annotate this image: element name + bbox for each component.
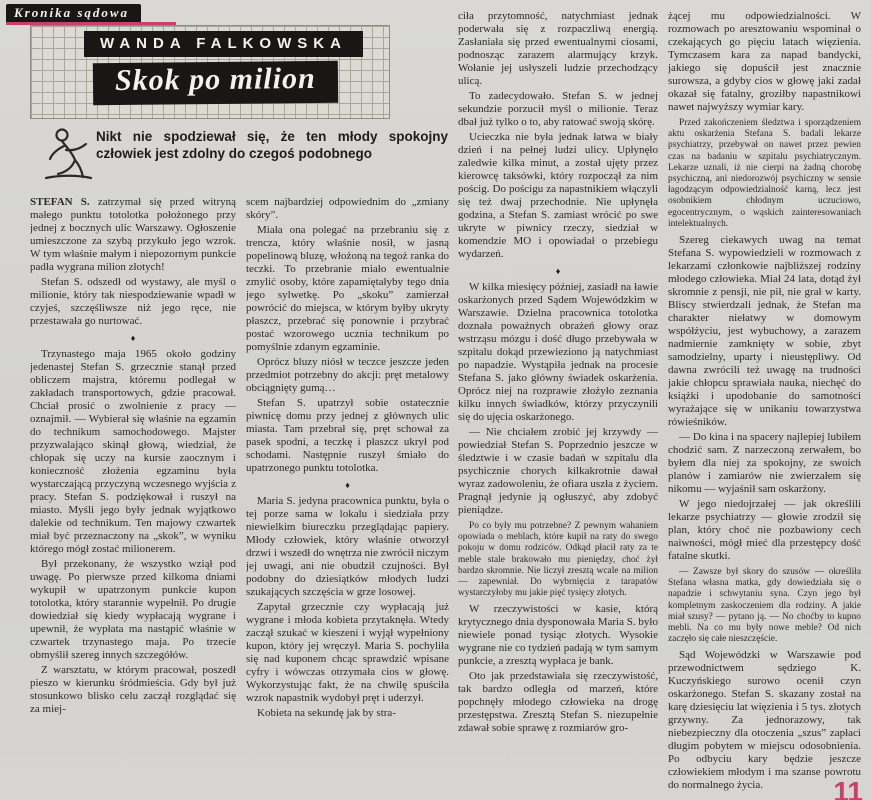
paragraph: scem najbardziej odpowiednim do „zmiany skóry”. — [246, 196, 449, 221]
paragraph: Zapytał grzecznie czy wypłacają już wygrane i młoda kobieta przytaknęła. Wtedy zaczął szukać w kieszeni i wyjął wypełniony kupon, który jej wręczył. Maria S. pochyliła się nad kuponem chcąc sprawdzić wpisane cyfry i wówczas otrzymała cios w głowę. Wykorzystując fakt, że na chwilę spuściła wzrok napastnik wydobył pręt i uderzył. — [246, 601, 449, 704]
article-column-2 — [246, 196, 449, 796]
paragraph: żącej mu odpowiedzialności. W rozmowach po aresztowaniu wspominał o czekających go pięciu latach więzienia. Tymczasem kara za napad bandycki, jakiego się dopuścił jest znacznie surowsza, a gdyby cios w głowę jaki zadał okazał się fatalny, groziłby napastnikowi nawet najwyższy wymiar kary. — [668, 10, 861, 113]
rubric-label — [6, 4, 141, 24]
paragraph: Z warsztatu, w którym pracował, poszedł pieszo w kierunku śródmieścia. Gdy był już stosunkowo blisko celu zaczął rozglądać się za miej- — [30, 664, 236, 715]
paragraph: ciła przytomność, natychmiast jednak poderwała się z rozpaczliwą energią. Zasłaniała się przed ewentualnymi ciosami, podnosząc zarazem alarmujący krzyk. Wołanie jej usłyszeli ludzie przechodzący ulicą. — [458, 10, 658, 87]
paragraph: — Nie chciałem zrobić jej krzywdy — powiedział Stefan S. Poprzednio jeszcze w śledztwie i w czasie badań w szpitalu dla psychicznie chorych kilkakrotnie dawał wyraz zadowoleniu, że ofiara uszła z życiem. Pragnął jedynie ją ogłuszyć, aby zdobyć pieniądze. — [458, 426, 658, 516]
paragraph: Trzynastego maja 1965 około godziny jedenastej Stefan S. grzecznie stanął przed obliczem majstra, któremu podlegał w zakładach transportowych, gdzie pracował. Chciał prosić o zwolnienie z pracy — oznajmił. — Wybierał się właśnie na egzamin do technikum samochodowego. Majster przyzwalająco skinął głową, wiedział, że chłopak się uczy na kursie zaocznym i konieczność złożenia egzaminu była wystarczającą przyczyną wczesnego wyjścia z pracy. Stefan S. podziękował i ruszył na miasto. Myśli jego były jednak wyjątkowo dalekie od technikum. Ten majowy czwartek miał być przeznaczony na „skok”, w wyniku którego mógł zostać milionerem. — [30, 348, 236, 555]
article-title: Skok po milion — [93, 61, 338, 106]
paragraph: STEFAN S. zatrzymał się przed witryną małego punktu totolotka położonego przy jednej z bocznych ulic Warszawy. Ogłoszenie umieszczone za szybą przykuło jego wzrok. W tym właśnie małym i niepozornym punkcie padła wygrana milion złotych! — [30, 196, 236, 273]
paragraph: W rzeczywistości w kasie, którą krytycznego dnia dysponowała Maria S. było niewiele ponad tysiąc złotych. Wysokie wygrane nie co tydzień padają w tym samym punkcie, a zresztą wypłaca je bank. — [458, 603, 658, 668]
article-column-1 — [30, 196, 236, 796]
section-separator: ♦ — [130, 333, 136, 343]
paragraph: Miała ona polegać na przebraniu się z trencza, który właśnie nosił, w jasną popelinową bluzę, włożoną na tegoż ranka do teczki. To przebranie miało ewentualnie zmylić osoby, które zapamiętałyby tego dnia jego sylwetkę. Po „skoku” zamierzał powrócić do miejsca, w którym byłby ukryty płaszcz, przebrać się ponownie i przybrać postać wzorowego ucznia technikum po pomyślnie zdanym egzaminie. — [246, 224, 449, 353]
paragraph: Stefan S. upatrzył sobie ostatecznie piwnicę domu przy jednej z głównych ulic miasta. Tam przebrał się, pręt schował za pasek spodni, a teczkę i płaszcz ukrył pod schodami. Następnie ruszył śmiało do upatrzonego punktu totolotka. — [246, 397, 449, 474]
article-column-3 — [458, 10, 658, 796]
author-name: WANDA FALKOWSKA — [84, 31, 363, 57]
paragraph: Ucieczka nie była jednak łatwa w biały dzień i na pełnej ludzi ulicy. Upłynęło zaledwie kilka minut, a został ujęty przez kierowcę taksówki, który rozpoczął za nim pościg. Do pościgu za napastnikiem włączyli się też dwaj przechodnie. Nie upłynęła godzina, a Stefan S. zamiast wrócić po swe ukryte w piwnicy rzeczy, siedział w komendzie MO i opowiadał o przebiegu wydarzeń. — [458, 131, 658, 260]
paragraph: — Zawsze był skory do szusów — określiła Stefana własna matka, gdy dowiedziała się o napadzie i schwytaniu syna. Czyn jego był kompletnym zaskoczeniem dla rodziny. A jakie miał szusy? — pytano ją. — No choćby to kupno mebli. Na co mu były nowe meble? Od nich zaczęło się całe nieszczęście. — [668, 567, 861, 645]
page-number: 11 — [833, 776, 863, 800]
paragraph: Stefan S. odszedł od wystawy, ale myśl o milionie, który tak niespodziewanie wpadł w czyjeś, szczęśliwsze niż jego ręce, nie przestawała go nurtować. — [30, 276, 236, 327]
paragraph: Był przekonany, że wszystko wziął pod uwagę. Po pierwsze przed kilkoma dniami wykupił w upatrzonym punkcie kupon totolotka, który starannie wypełnił. Po drugie dowiedział się kiedy wypłacają wygrane i upewnił, że wypłata ma nastąpić właśnie w czwartek trzynastego maja. Po trzecie obmyślił szereg innych szczegółów. — [30, 558, 236, 661]
rubric-text: Kronika sądowa — [14, 5, 130, 20]
paragraph: — Do kina i na spacery najlepiej lubiłem chodzić sam. Z narzeczoną zerwałem, bo byłem dla niej za spokojny, ze swoich planów i zamiarów nie zwierzałem się nikomu — wyjaśnił sam oskarżony. — [668, 431, 861, 496]
section-separator: ♦ — [555, 266, 561, 276]
paragraph: W kilka miesięcy później, zasiadł na ławie oskarżonych przed Sądem Wojewódzkim w Warszawie. Dzielna pracownica totolotka doznała poważnych obrażeń głowy oraz wstrząsu mózgu i dość długo przebywała w szpitalu dokąd przewieziono ją natychmiast po napadzie. Wystąpiła jednak na procesie Stefana S. jako główny świadek oskarżenia. Oprócz niej na rozprawie złożyło zeznania kilku innych świadków, którzy przyczynili się do ujęcia oskarżonego. — [458, 281, 658, 423]
article-column-4 — [668, 10, 861, 796]
paragraph: To zadecydowało. Stefan S. w jednej sekundzie porzucił myśl o milionie. Teraz dbał już tylko o to, aby ratować swoją skórę. — [458, 90, 658, 128]
paragraph: W jego niedojrzałej — jak określili lekarze psychiatrzy — głowie zrodził się plan, który choć nie pozbawiony cech naiwności, mógł mieć dla przestępcy dość fatalne skutki. — [668, 498, 861, 563]
paragraph: Szereg ciekawych uwag na temat Stefana S. wypowiedzieli w rozmowach z lekarzami członkowie najbliższej rodziny młodego człowieka. Miał 24 lata, dotąd żył skromnie z pensji, nie pił, nie grał w karty. Bliscy stwierdzali jednak, że Stefan ma charakter niełatwy w domowym współżyciu, jest wybuchowy, a zarazem nadmiernie zamknięty w sobie, zbyt samodzielny, uparty i nieustępliwy. Od dawna zwrócili też uwagę na trudności jakie chłopcu sprawiała nauka, niechęć do książki i upodobanie do samotności wyrażające się w unikaniu towarzystwa rówieśników. — [668, 234, 861, 429]
paragraph: Przed zakończeniem śledztwa i sporządzeniem aktu oskarżenia Stefana S. badali lekarze psychiatrzy, przebywał on nawet przez pewien czas na badaniu w szpitalu psychiatrycznym. Lekarze uznali, iż nie cierpi na żadną chorobę psychiczną, ani niedorozwój psychiczny w sensie łagodzącym odpowiedzialność karną, lecz jest osobnikiem chłodnym uczuciowo, egocentrycznym, o wąskich zainteresowaniach intelektualnych. — [668, 118, 861, 229]
paragraph: Kobieta na sekundę jak by stra- — [257, 707, 396, 719]
paragraph: Po co były mu potrzebne? Z pewnym wahaniem opowiada o meblach, które kupił na raty do swego pokoju w domu rodziców. Odkąd płacił raty za te meble stale brakowało mu pieniędzy, choć żył bardzo skromnie. Nie liczył zresztą wcale na milion — zapewniał. Do wybrnięcia z tarapatów wystarczyłoby mu jakie pięć tysięcy złotych. — [458, 521, 658, 599]
section-separator: ♦ — [345, 480, 350, 490]
paragraph: Oto jak przedstawiała się rzeczywistość, tak bardzo odległa od marzeń, które popchnęły młodego człowieka na drogę przestępstwa. Zresztą Stefan S. niezupełnie zdawał sobie sprawę z rozmiarów gro- — [458, 670, 658, 735]
paragraph: Oprócz bluzy niósł w teczce jeszcze jeden przedmiot potrzebny do akcji: pręt metalowy obciągnięty gumą… — [246, 356, 449, 394]
paragraph-lead-in: STEFAN S. — [30, 196, 98, 208]
paragraph: Maria S. jedyna pracownica punktu, była o tej porze sama w lokalu i siedziała przy niewielkim biureczku przeglądając papiery. Młody człowiek, który właśnie otworzył drzwi i wszedł do wnętrza nie zwrócił niczym jej uwagi, ani nie obudził czujności. Był podobny do dziesiątków młodych ludzi szukających szczęścia w grze losowej. — [246, 495, 449, 598]
figure-sketch-icon — [42, 124, 94, 182]
paragraph: Sąd Wojewódzki w Warszawie pod przewodnictwem sędziego K. Kuczyńskiego surowo ocenił czyn oskarżonego. Stefan S. skazany został na karę dziesięciu lat więzienia i 5 tys. złotych grzywny. Za jednorazowy, tak niebezpieczny dla otoczenia „szus” zapłaci długim pobytem w miejscu odosobnienia. Po odbyciu kary będzie jeszcze człowiekiem młodym i ma szanse powrotu do normalnego życia. — [668, 649, 861, 792]
article-lede: Nikt nie spodziewał się, że ten młody spokojny człowiek jest zdolny do czegoś podobnego — [96, 129, 448, 161]
